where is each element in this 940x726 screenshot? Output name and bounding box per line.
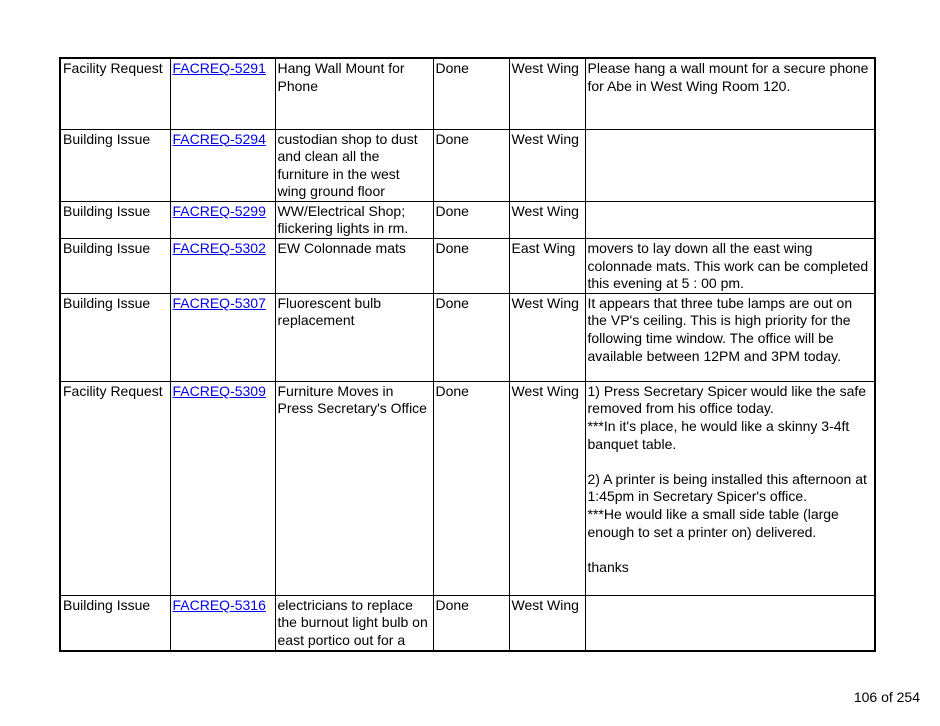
request-status-cell: Done <box>433 201 509 238</box>
request-summary-cell: EW Colonnade mats <box>275 239 433 294</box>
request-status-cell: Done <box>433 58 509 129</box>
request-id-link[interactable]: FACREQ-5291 <box>172 60 266 76</box>
request-description-cell <box>585 201 875 238</box>
request-status-cell: Done <box>433 293 509 381</box>
request-type-cell: Building Issue <box>60 201 170 238</box>
description-line: Please hang a wall mount for a secure phone for Abe in West Wing Room 120. <box>587 60 869 94</box>
request-type-cell: Building Issue <box>60 239 170 294</box>
request-summary-cell: Fluorescent bulb replacement <box>275 293 433 381</box>
description-line: thanks <box>587 558 629 575</box>
request-summary-cell: Furniture Moves in Press Secretary's Office <box>275 381 433 595</box>
request-type-cell: Building Issue <box>60 595 170 650</box>
request-type-cell: Building Issue <box>60 293 170 381</box>
table-row <box>60 293 875 381</box>
request-summary-cell: electricians to replace the burnout light bulb on east portico out for a <box>275 595 433 650</box>
request-id-link[interactable]: FACREQ-5299 <box>172 202 266 219</box>
description-line: 2) A printer is being installed this afternoon at 1:45pm in Secretary Spicer's office. <box>587 470 867 505</box>
description-line: It appears that three tube lamps are out on the VP's ceiling. This is high priority for the following time window. The office will be available between 12PM and 3PM today. <box>587 294 853 364</box>
request-location-cell: West Wing <box>509 293 585 381</box>
request-location-cell: East Wing <box>509 239 585 294</box>
request-location-cell: West Wing <box>509 381 585 595</box>
description-line <box>588 541 873 559</box>
table-row <box>60 239 875 294</box>
description-line <box>588 453 873 471</box>
request-id-cell <box>170 129 275 201</box>
request-description-cell <box>585 381 875 595</box>
request-summary-cell: WW/Electrical Shop; flickering lights in rm. <box>275 201 433 238</box>
request-status-cell: Done <box>433 381 509 595</box>
request-id-cell <box>170 595 275 650</box>
request-summary-cell: Hang Wall Mount for Phone <box>275 58 433 129</box>
table-row <box>60 381 875 595</box>
request-description-cell <box>585 58 875 129</box>
table-body <box>60 58 875 651</box>
description-line: 1) Press Secretary Spicer would like the safe removed from his office today. <box>587 382 867 417</box>
request-id-cell <box>170 381 275 595</box>
request-id-link[interactable]: FACREQ-5309 <box>172 382 266 399</box>
table-row <box>60 595 875 650</box>
page-number: 106 of 254 <box>853 689 920 705</box>
request-status-cell: Done <box>433 129 509 201</box>
request-summary-cell: custodian shop to dust and clean all the furniture in the west wing ground floor <box>275 129 433 201</box>
table-row <box>60 201 875 238</box>
table-row <box>60 129 875 201</box>
facility-requests-table <box>59 57 876 652</box>
request-location-cell: West Wing <box>509 201 585 238</box>
request-description-cell <box>585 129 875 201</box>
request-id-link[interactable]: FACREQ-5294 <box>172 130 266 147</box>
request-description-cell <box>585 293 875 381</box>
request-description-cell <box>585 239 875 294</box>
request-id-link[interactable]: FACREQ-5316 <box>172 596 266 613</box>
request-id-cell <box>170 201 275 238</box>
request-location-cell: West Wing <box>509 129 585 201</box>
request-id-cell <box>170 239 275 294</box>
request-status-cell: Done <box>433 239 509 294</box>
description-line: movers to lay down all the east wing colonnade mats. This work can be completed this evening at 5 : 00 pm. <box>587 240 869 292</box>
request-id-link[interactable]: FACREQ-5302 <box>172 240 266 257</box>
request-description-cell <box>585 595 875 650</box>
table-row <box>60 58 875 129</box>
request-id-link[interactable]: FACREQ-5307 <box>172 294 266 311</box>
request-id-cell <box>170 58 275 129</box>
request-location-cell: West Wing <box>509 595 585 650</box>
request-id-cell <box>170 293 275 381</box>
request-status-cell: Done <box>433 595 509 650</box>
request-type-cell: Facility Request <box>60 381 170 595</box>
request-type-cell: Facility Request <box>60 58 170 129</box>
request-location-cell: West Wing <box>509 58 585 129</box>
request-type-cell: Building Issue <box>60 129 170 201</box>
description-line: ***He would like a small side table (large enough to set a printer on) delivered. <box>587 506 839 540</box>
description-line: ***In it's place, he would like a skinny 3-4ft banquet table. <box>587 418 850 452</box>
